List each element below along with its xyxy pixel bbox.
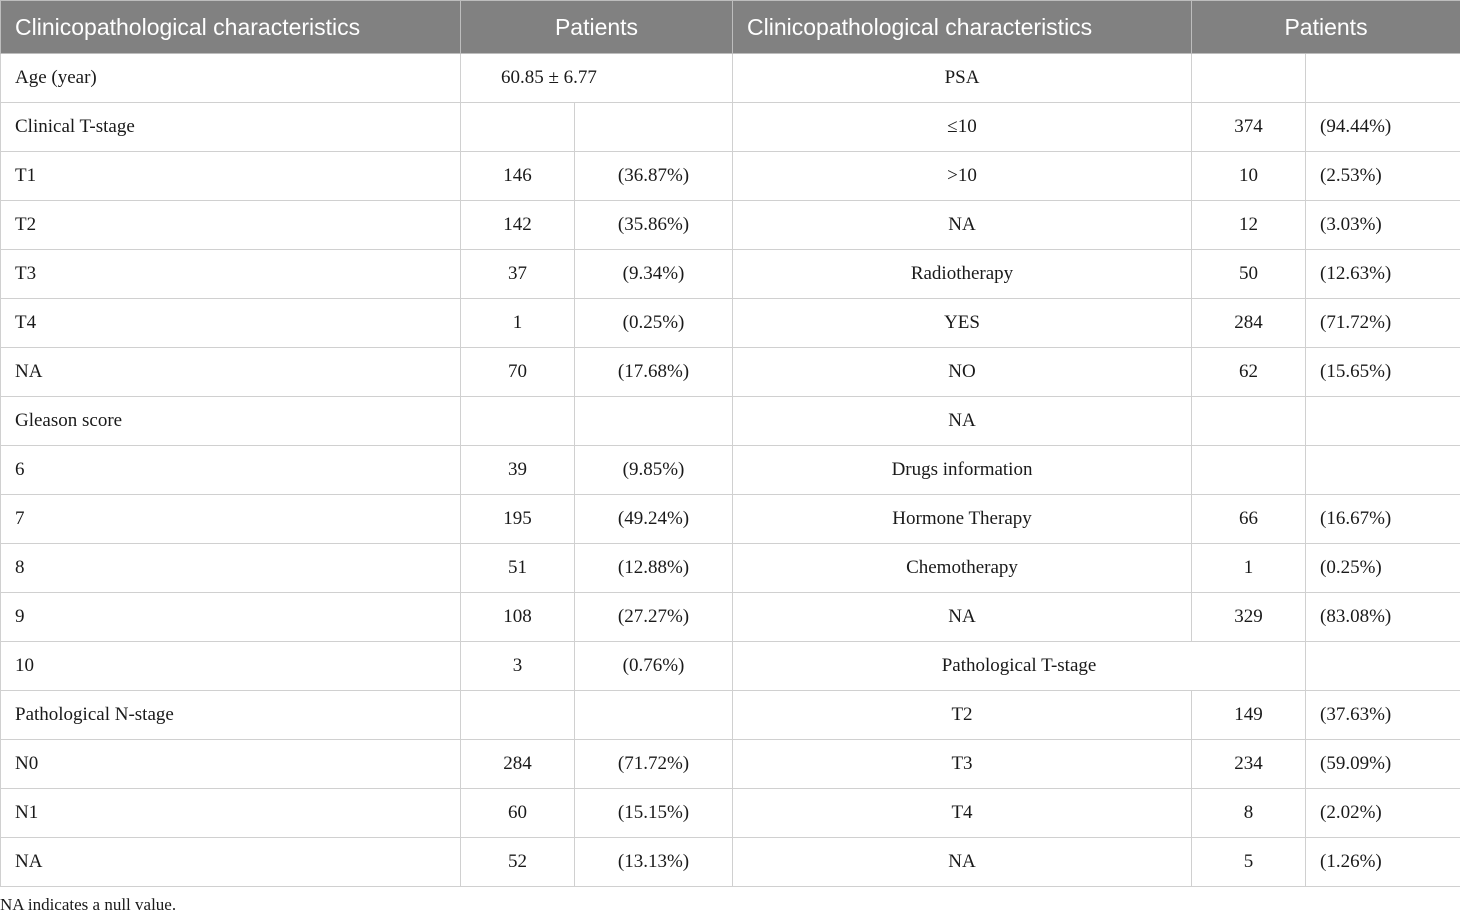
header-patients-right: Patients (1192, 1, 1460, 54)
cell-percent: (3.03%) (1306, 201, 1460, 250)
cell-characteristic: N0 (1, 740, 461, 789)
table-row (1, 495, 1460, 544)
cell-percent: (27.27%) (575, 593, 733, 642)
cell-characteristic: T3 (1, 250, 461, 299)
table-row (1, 446, 1460, 495)
cell-count: 284 (1192, 299, 1306, 348)
table-footnote: NA indicates a null value. (0, 895, 1460, 915)
cell-count: 70 (461, 348, 575, 397)
cell-percent: (94.44%) (1306, 103, 1460, 152)
cell-percent: (16.67%) (1306, 495, 1460, 544)
cell-count: 234 (1192, 740, 1306, 789)
cell-percent: (9.85%) (575, 446, 733, 495)
cell-characteristic: Clinical T-stage (1, 103, 461, 152)
cell-percent (1306, 446, 1460, 495)
cell-percent: (49.24%) (575, 495, 733, 544)
cell-characteristic: T1 (1, 152, 461, 201)
cell-percent: (15.65%) (1306, 348, 1460, 397)
cell-characteristic: T3 (733, 740, 1192, 789)
table-row (1, 152, 1460, 201)
cell-count: 51 (461, 544, 575, 593)
cell-count: 284 (461, 740, 575, 789)
cell-count: 37 (461, 250, 575, 299)
cell-count: 374 (1192, 103, 1306, 152)
cell-characteristic: NA (733, 201, 1192, 250)
cell-percent: (17.68%) (575, 348, 733, 397)
cell-characteristic: 10 (1, 642, 461, 691)
table-row (1, 299, 1460, 348)
cell-count (1192, 54, 1306, 103)
cell-percent (575, 397, 733, 446)
cell-count: 62 (1192, 348, 1306, 397)
cell-count: 108 (461, 593, 575, 642)
cell-percent: (59.09%) (1306, 740, 1460, 789)
cell-characteristic: T2 (1, 201, 461, 250)
cell-percent: (9.34%) (575, 250, 733, 299)
table-row (1, 544, 1460, 593)
cell-percent: (83.08%) (1306, 593, 1460, 642)
cell-count: 39 (461, 446, 575, 495)
cell-count: 52 (461, 838, 575, 887)
cell-characteristic: Age (year) (1, 54, 461, 103)
cell-percent (575, 691, 733, 740)
cell-percent (575, 103, 733, 152)
cell-characteristic: NA (733, 593, 1192, 642)
table-row (1, 740, 1460, 789)
cell-percent (1306, 642, 1460, 691)
cell-count (461, 691, 575, 740)
cell-percent: (12.63%) (1306, 250, 1460, 299)
cell-percent: (1.26%) (1306, 838, 1460, 887)
header-patients-left: Patients (461, 1, 733, 54)
cell-percent: (71.72%) (575, 740, 733, 789)
cell-count (461, 103, 575, 152)
cell-count: 146 (461, 152, 575, 201)
cell-count: 142 (461, 201, 575, 250)
cell-percent (1306, 397, 1460, 446)
cell-percent (1306, 54, 1460, 103)
cell-count: 8 (1192, 789, 1306, 838)
cell-percent: (37.63%) (1306, 691, 1460, 740)
cell-characteristic: Drugs information (733, 446, 1192, 495)
cell-percent: (0.25%) (1306, 544, 1460, 593)
cell-characteristic: T4 (733, 789, 1192, 838)
table-row (1, 250, 1460, 299)
cell-characteristic: NA (733, 397, 1192, 446)
table-row (1, 54, 1460, 103)
cell-count: 149 (1192, 691, 1306, 740)
cell-count: 195 (461, 495, 575, 544)
cell-characteristic: 7 (1, 495, 461, 544)
cell-count: 5 (1192, 838, 1306, 887)
cell-characteristic: Gleason score (1, 397, 461, 446)
table-row (1, 593, 1460, 642)
cell-count: 329 (1192, 593, 1306, 642)
cell-percent: (2.53%) (1306, 152, 1460, 201)
cell-characteristic: 8 (1, 544, 461, 593)
cell-percent: (36.87%) (575, 152, 733, 201)
cell-characteristic: YES (733, 299, 1192, 348)
cell-percent: (12.88%) (575, 544, 733, 593)
table-row (1, 201, 1460, 250)
cell-percent: (13.13%) (575, 838, 733, 887)
cell-percent: (0.76%) (575, 642, 733, 691)
cell-characteristic: Pathological N-stage (1, 691, 461, 740)
cell-value: 60.85 ± 6.77 (461, 54, 733, 103)
cell-percent: (35.86%) (575, 201, 733, 250)
cell-percent: (0.25%) (575, 299, 733, 348)
cell-characteristic: NO (733, 348, 1192, 397)
cell-characteristic: PSA (733, 54, 1192, 103)
cell-characteristic: N1 (1, 789, 461, 838)
cell-characteristic: Pathological T-stage (733, 642, 1306, 691)
cell-characteristic: Hormone Therapy (733, 495, 1192, 544)
header-characteristics-right: Clinicopathological characteristics (733, 1, 1192, 54)
cell-count: 66 (1192, 495, 1306, 544)
table-row (1, 348, 1460, 397)
cell-characteristic: 9 (1, 593, 461, 642)
cell-count: 50 (1192, 250, 1306, 299)
table-row (1, 691, 1460, 740)
cell-count (1192, 446, 1306, 495)
cell-characteristic: 6 (1, 446, 461, 495)
cell-characteristic: NA (1, 348, 461, 397)
header-row (1, 1, 1460, 54)
cell-characteristic: T4 (1, 299, 461, 348)
cell-count: 60 (461, 789, 575, 838)
cell-characteristic: >10 (733, 152, 1192, 201)
table-row (1, 642, 1460, 691)
cell-characteristic: NA (1, 838, 461, 887)
cell-characteristic: NA (733, 838, 1192, 887)
cell-characteristic: Radiotherapy (733, 250, 1192, 299)
cell-count: 1 (1192, 544, 1306, 593)
cell-count (1192, 397, 1306, 446)
cell-count: 12 (1192, 201, 1306, 250)
cell-characteristic: Chemotherapy (733, 544, 1192, 593)
cell-count: 3 (461, 642, 575, 691)
cell-characteristic: ≤10 (733, 103, 1192, 152)
table-row (1, 397, 1460, 446)
cell-count: 10 (1192, 152, 1306, 201)
cell-characteristic: T2 (733, 691, 1192, 740)
cell-percent: (71.72%) (1306, 299, 1460, 348)
cell-percent: (2.02%) (1306, 789, 1460, 838)
header-characteristics-left: Clinicopathological characteristics (1, 1, 461, 54)
table-row (1, 838, 1460, 887)
cell-count: 1 (461, 299, 575, 348)
cell-count (461, 397, 575, 446)
cell-percent: (15.15%) (575, 789, 733, 838)
table-row (1, 103, 1460, 152)
table-row (1, 789, 1460, 838)
